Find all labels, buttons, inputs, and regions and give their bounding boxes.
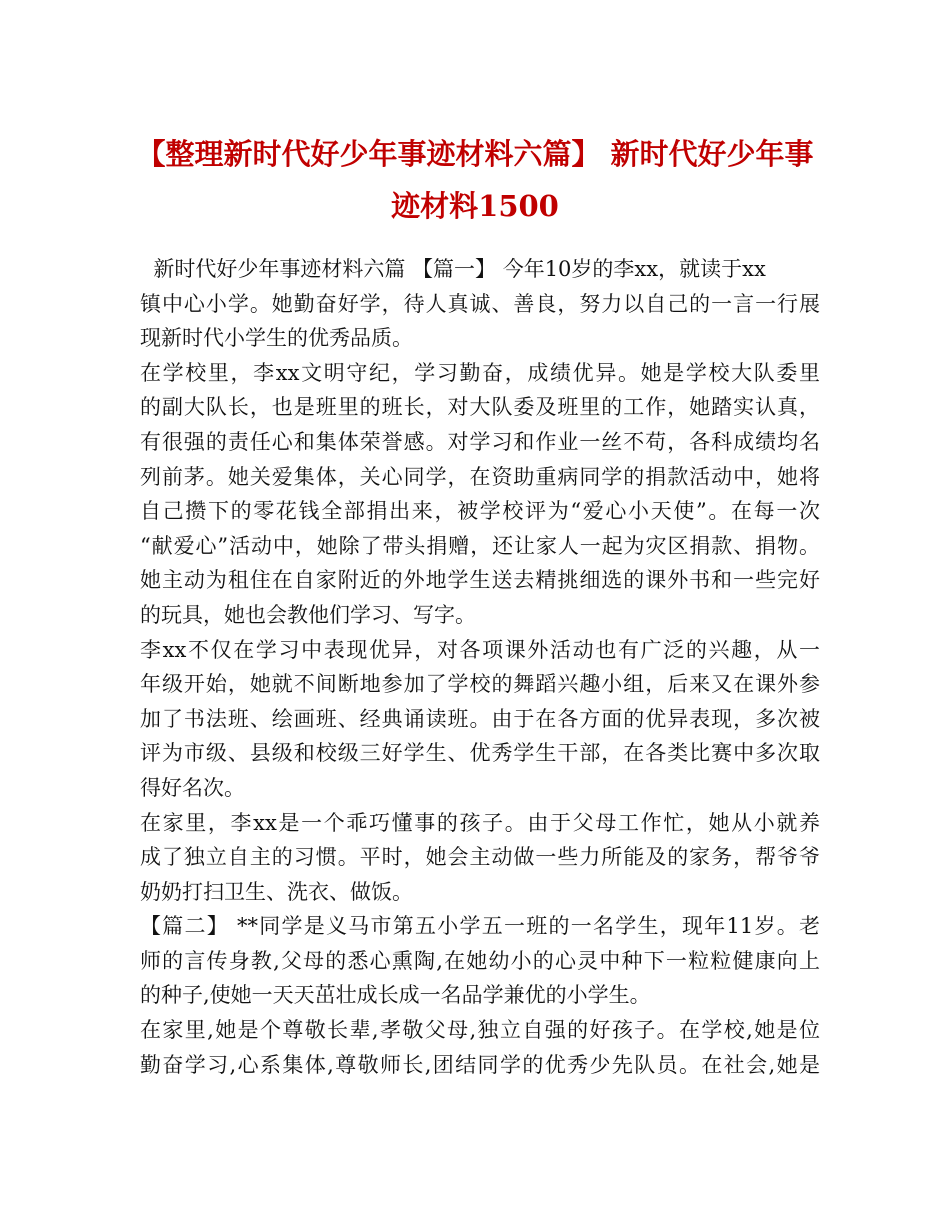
body-line: 有很强的责任心和集体荣誉感。对学习和作业一丝不苟，各科成绩均名 [140,429,820,454]
body-line: 在学校里，李xx文明守纪，学习勤奋，成绩优异。她是学校大队委里 [140,360,820,385]
body-line: 新时代好少年事迹材料六篇 【篇一】 今年10岁的李xx，就读于xx [140,257,766,281]
body-line: 的副大队长，也是班里的班长，对大队委及班里的工作，她踏实认真， [140,395,820,420]
body-line: 年级开始，她就不间断地参加了学校的舞蹈兴趣小组，后来又在课外参 [140,672,820,697]
body-line: 加了书法班、绘画班、经典诵读班。由于在各方面的优异表现，多次被 [140,706,820,731]
body-line: 在家里，李xx是一个乖巧懂事的孩子。由于父母工作忙，她从小就养 [140,810,820,835]
body-line: 奶奶打扫卫生、洗衣、做饭。 [140,879,413,904]
body-line: 成了独立自主的习惯。平时，她会主动做一些力所能及的家务，帮爷爷 [140,845,820,870]
body-line: 列前茅。她关爱集体，关心同学，在资助重病同学的捐款活动中，她将 [140,464,820,489]
body-line: “献爱心”活动中，她除了带头捐赠，还让家人一起为灾区捐款、捐物。 [140,533,820,558]
body-line: 评为市级、县级和校级三好学生、优秀学生干部，在各类比赛中多次取 [140,741,820,766]
body-line: 的种子,使她一天天茁壮成长成一名品学兼优的小学生。 [140,983,651,1008]
document-body [140,252,820,1082]
body-line: 李xx不仅在学习中表现优异，对各项课外活动也有广泛的兴趣，从一 [140,637,820,662]
body-line: 师的言传身教,父母的悉心熏陶,在她幼小的心灵中种下一粒粒健康向上 [140,948,820,973]
body-line: 镇中心小学。她勤奋好学，待人真诚、善良，努力以自己的一言一行展 [140,291,820,316]
body-line: 【篇二】 **同学是义马市第五小学五一班的一名学生，现年11岁。老 [140,914,820,939]
title-line-1: 【整理新时代好少年事迹材料六篇】 新时代好少年事 [136,137,814,171]
body-line: 在家里,她是个尊敬长辈,孝敬父母,独立自强的好孩子。在学校,她是位 [140,1018,820,1043]
body-line: 现新时代小学生的优秀品质。 [140,326,413,351]
document-title [100,128,850,232]
body-line: 她主动为租住在自家附近的外地学生送去精挑细选的课外书和一些完好 [140,568,820,593]
body-line: 得好名次。 [140,775,245,800]
title-line-2: 迹材料1500 [391,189,559,223]
body-line: 勤奋学习,心系集体,尊敬师长,团结同学的优秀少先队员。在社会,她是 [140,1052,820,1077]
body-line: 的玩具，她也会教他们学习、写字。 [140,602,476,627]
body-line: 自己攒下的零花钱全部捐出来，被学校评为“爱心小天使”。在每一次 [140,499,820,524]
